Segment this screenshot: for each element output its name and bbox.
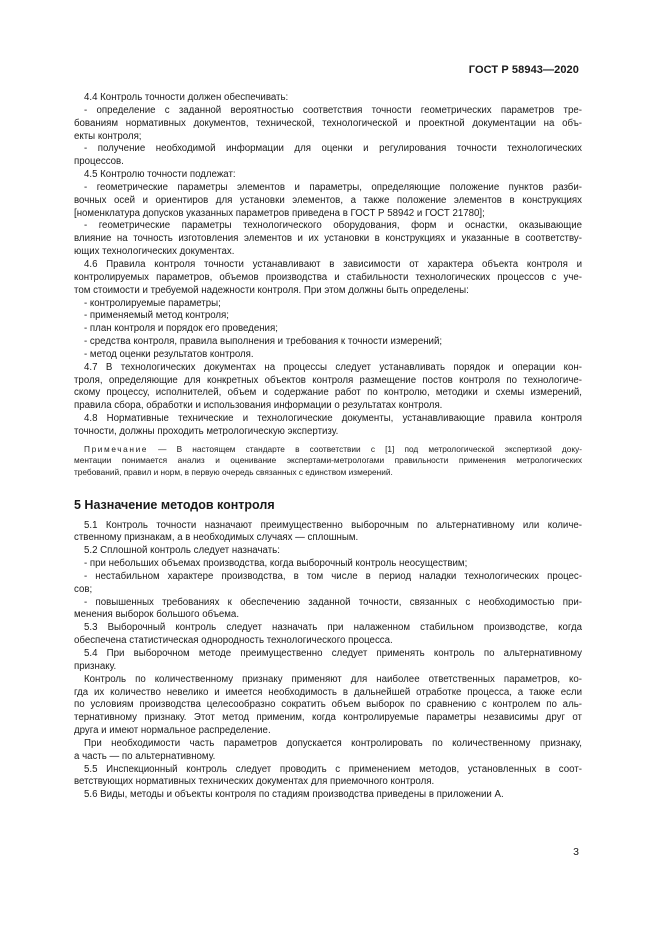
text-line: 4.4 Контроль точности должен обеспечивать: (84, 92, 289, 103)
text-line: сов; (74, 583, 93, 595)
text-line: бованиям нормативных документов, технической, технологической и проектной документации на объ- (74, 117, 582, 129)
note-line: ментации понимается анализ и оценивание экспертами-метрологами правильности применения метрологических (74, 455, 582, 466)
text-line: [номенклатура допусков указанных параметров приведена в ГОСТ Р 58942 и ГОСТ 21780]; (74, 207, 485, 219)
text-line: признаку. (74, 660, 117, 672)
note-block (74, 444, 582, 479)
text-line: 4.7 В технологических документах на процессы следует устанавливать порядок и операции кон- (84, 361, 582, 373)
text-line: - геометрические параметры элементов и параметры, определяющие положение пунктов разби- (84, 181, 582, 193)
text-line: 5.1 Контроль точности назначают преимущественно выборочным по альтернативному или количе- (84, 519, 582, 531)
note-line (74, 444, 582, 456)
note-line: требований, правил и норм, в первую очередь связанных с единством измерений. (74, 466, 393, 477)
text-line: по условиям производства целесообразно сократить объем выборок по сравнению с контролем по аль- (74, 699, 582, 711)
text-line: скому процессу, исполнителей, объем и содержание работ по контролю, методики и схемы измерений, (74, 387, 582, 399)
text-line: - применяемый метод контроля; (84, 310, 229, 322)
text-line: вочных осей и ориентиров для установки элементов, а также положение элементов в конструкциях (74, 194, 582, 206)
text-line: точности, должны проходить метрологическую экспертизу. (74, 425, 339, 437)
text-line: 5.3 Выборочный контроль следует назначать при налаженном стабильном производстве, когда (84, 622, 582, 634)
text-line: троля, определяющие для конкретных объектов контроля размещение постов контроля по технологиче- (74, 374, 582, 386)
document-standard-code: ГОСТ Р 58943—2020 (468, 64, 579, 76)
text-line: - повышенных требованиях к обеспечению заданной точности, связанных с необходимостью при- (84, 596, 582, 608)
text-line: 4.6 Правила контроля точности устанавливают в зависимости от характера объекта контроля и (84, 258, 582, 270)
text-line: При необходимости часть параметров допускается контролировать по количественному признаку, (84, 737, 582, 749)
text-line: Контроль по количественному признаку применяют для наиболее ответственных параметров, ко- (84, 673, 582, 685)
text-line: 4.8 Нормативные технические и технологические документы, устанавливающие правила контроля (84, 413, 582, 425)
text-line: - средства контроля, правила выполнения и требования к точности измерений; (84, 336, 443, 348)
text-line: процессов. (74, 156, 124, 168)
text-line: - контролируемые параметры; (84, 297, 221, 309)
text-line: - метод оценки результатов контроля. (84, 348, 254, 360)
document-body (74, 92, 582, 802)
text-line: 5.2 Сплошной контроль следует назначать: (84, 545, 280, 557)
section-4-text (74, 92, 582, 439)
text-line: екты контроля; (74, 130, 142, 142)
text-line: - при небольших объемах производства, когда выборочный контроль неосуществим; (84, 558, 468, 570)
text-line: - геометрические параметры технологического оборудования, форм и оснастки, оказывающие (84, 220, 582, 232)
note-first-line-rest: — В настоящем стандарте в соответствии с [1] под метрологической экспертизой доку- (148, 443, 582, 454)
section-5-text (74, 520, 582, 803)
text-line: - план контроля и порядок его проведения; (84, 323, 278, 335)
note-label: Примечание (84, 443, 149, 454)
text-line: 5.4 При выборочном методе преимущественно следует применять контроль по альтернативному (84, 648, 582, 659)
text-line: 4.5 Контролю точности подлежат: (84, 169, 236, 181)
text-line: - нестабильном характере производства, в том числе в период наладки технологических процес- (84, 570, 582, 582)
text-line: ветствующих нормативных технических документах для приемочного контроля. (74, 776, 435, 788)
text-line: контролируемых параметров, объемов производства и стабильности технологических процессов с уче- (74, 271, 582, 283)
page-number: 3 (573, 846, 579, 858)
text-line: тернативному признаку. Этот метод применим, когда контролируемые параметры независимы друг от (74, 712, 582, 724)
text-line: 5.5 Инспекционный контроль следует проводить с применением методов, установленных в соот- (84, 763, 582, 775)
text-line: гда их количество невелико и имеется необходимость в дальнейшей отработке процесса, а также если (74, 686, 582, 698)
section-5-title: 5 Назначение методов контроля (74, 497, 275, 512)
text-line: правила сбора, обработки и использования информации о результатах контроля. (74, 400, 443, 412)
text-line: влияние на точность изготовления элементов и их установки в конструкциях и указанные в соответству- (74, 233, 582, 245)
text-line: том стоимости и требуемой надежности контроля. При этом должны быть определены: (74, 284, 469, 296)
text-line: менения выборок большого объема. (74, 609, 240, 621)
text-line: ющих технологических документах. (74, 246, 235, 258)
text-line: а часть — по альтернативному. (74, 750, 216, 762)
text-line: 5.6 Виды, методы и объекты контроля по стадиям производства приведены в приложении А. (84, 789, 504, 801)
text-line: - определение с заданной вероятностью соответствия точности геометрических параметров тре- (84, 104, 582, 116)
text-line: друга и имеют нормальное распределение. (74, 725, 271, 737)
text-line: - получение необходимой информации для оценки и регулирования точности технологических (84, 143, 582, 155)
text-line: ственному признакам, а в необходимых случаях — сплошным. (74, 532, 359, 544)
text-line: обеспечена статистическая однородность технологического процесса. (74, 635, 393, 647)
